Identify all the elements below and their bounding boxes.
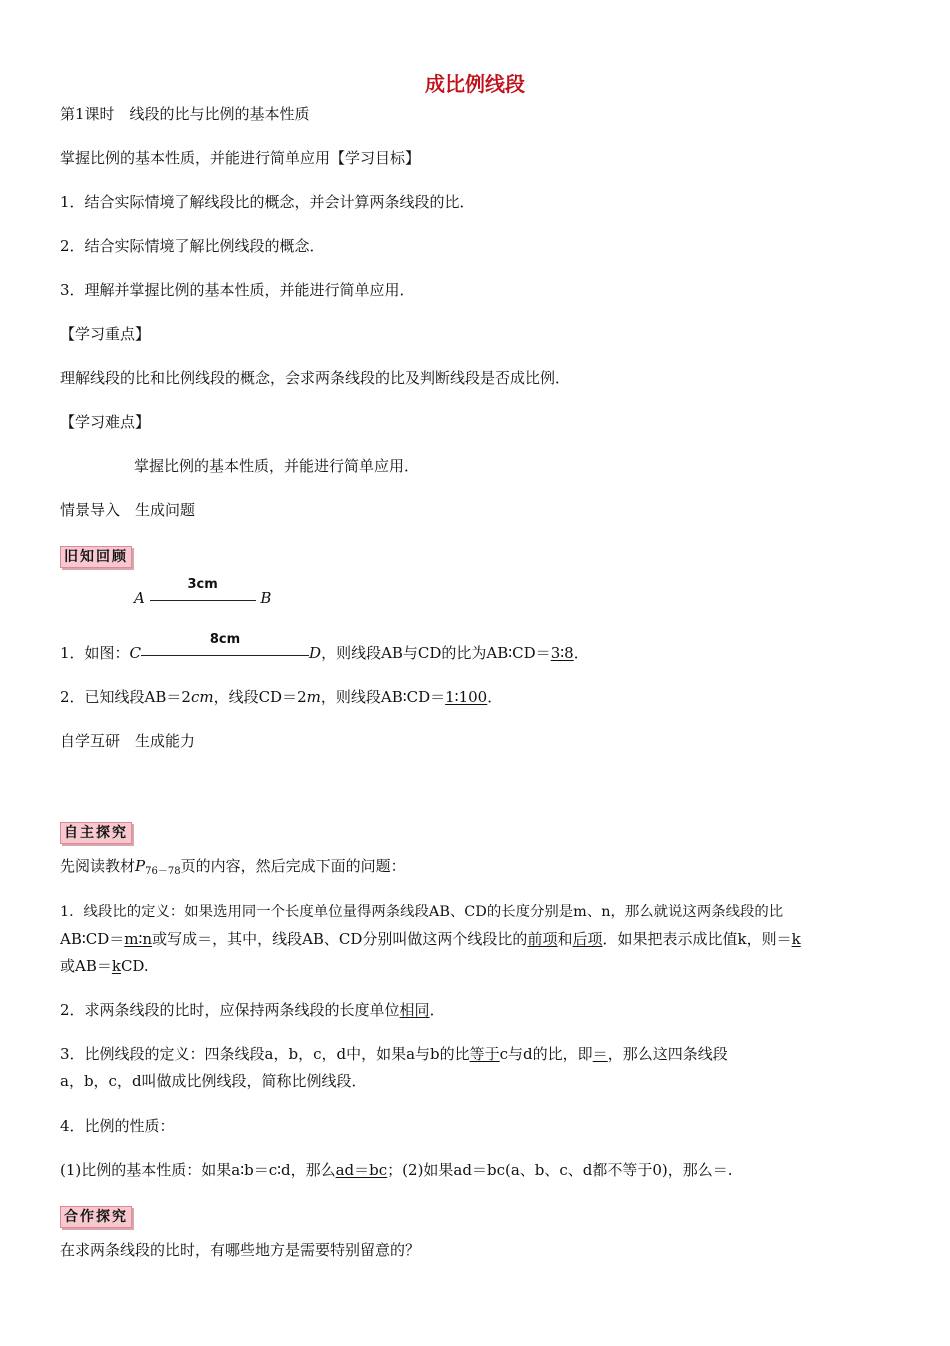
q2-unit-cm: cm	[190, 688, 214, 706]
cooperation-badge: 合作探究	[60, 1206, 132, 1228]
item4-text-b: ；(2)如果ad＝bc(a、b、c、d都不等于0)，那么＝.	[387, 1161, 733, 1179]
segment-ab	[150, 577, 256, 609]
q2-part-c: ，则线段AB∶CD＝	[320, 688, 446, 706]
segment-ab-figure	[134, 577, 272, 609]
key-heading: 【学习重点】	[60, 325, 151, 343]
item2-end: ．	[429, 1001, 445, 1019]
segment-cd-line	[141, 655, 309, 656]
cooperation-question: 在求两条线段的比时，有哪些地方是需要特别留意的？	[60, 1241, 421, 1259]
goal-summary: 掌握比例的基本性质，并能进行简单应用	[60, 149, 331, 167]
item1-line3	[60, 956, 149, 976]
q2-part-a: 2．已知线段AB＝2	[60, 688, 191, 706]
q2-unit-m: m	[306, 688, 321, 706]
item1-text-d: ．如果把表示成比值k，则＝	[602, 930, 792, 948]
item4-heading: 4．比例的性质：	[60, 1117, 175, 1135]
item4-text-a: (1)比例的基本性质：如果a∶b＝c∶d，那么	[60, 1161, 336, 1179]
segment-ab-label: 3cm	[187, 577, 218, 592]
item3-line2: a，b，c，d叫做成比例线段，简称比例线段．	[60, 1072, 367, 1090]
item1-answer-consequent: 后项	[572, 930, 603, 948]
reading-instruction	[60, 856, 406, 882]
item1-text-e: 或AB＝	[60, 957, 112, 975]
item1-text-c: 和	[557, 930, 573, 948]
segment-ab-line	[150, 600, 256, 601]
read-suffix: 页的内容，然后完成下面的问题：	[180, 857, 406, 875]
difficulty-heading: 【学习难点】	[60, 413, 151, 431]
item1-answer-antecedent: 前项	[527, 930, 558, 948]
segment-cd	[141, 632, 309, 664]
item3-answer-equal: 等于	[469, 1045, 500, 1063]
item3-text-a: 3．比例线段的定义：四条线段a，b，c，d中，如果a与b的比	[60, 1045, 470, 1063]
item1-answer-k: k	[791, 930, 801, 948]
segment-ab-left: A	[134, 589, 145, 607]
item4-answer: ad＝bc	[335, 1161, 388, 1179]
item3-line1	[60, 1044, 728, 1064]
section-heading-study: 自学互研 生成能力	[60, 732, 196, 750]
segment-cd-right: D	[309, 644, 322, 662]
section-heading-intro: 情景导入 生成问题	[60, 501, 196, 519]
q1-end: ．	[573, 644, 589, 662]
segment-ab-right: B	[260, 589, 272, 607]
item1-answer-ratio: m∶n	[124, 930, 153, 948]
item2	[60, 1000, 445, 1020]
item1-text-b: 或写成＝，其中，线段AB、CD分别叫做这两个线段比的	[152, 930, 528, 948]
review-question-1	[60, 632, 589, 664]
item2-answer: 相同	[399, 1001, 430, 1019]
review-question-2	[60, 687, 502, 707]
item1-text-f: CD.	[120, 957, 149, 975]
item3-text-c: ，那么这四条线段	[607, 1045, 728, 1063]
page-title: 成比例线段	[425, 72, 525, 96]
goal-item-1: 1．结合实际情境了解线段比的概念，并会计算两条线段的比．	[60, 193, 475, 211]
goal-line	[60, 148, 420, 168]
goal-item-3: 3．理解并掌握比例的基本性质，并能进行简单应用．	[60, 281, 415, 299]
q1-answer: 3∶8	[550, 644, 574, 662]
review-badge: 旧知回顾	[60, 546, 132, 568]
item2-text: 2．求两条线段的比时，应保持两条线段的长度单位	[60, 1001, 400, 1019]
item1-line2	[60, 929, 801, 949]
difficulty-text: 掌握比例的基本性质，并能进行简单应用．	[134, 457, 420, 475]
goal-tag: 【学习目标】	[330, 149, 421, 167]
q1-text: ，则线段AB与CD的比为AB∶CD＝	[321, 644, 551, 662]
item1-answer-k2: k	[111, 957, 121, 975]
lesson-heading: 第1课时 线段的比与比例的基本性质	[60, 105, 310, 123]
segment-cd-left: C	[129, 644, 142, 662]
q2-part-b: ，线段CD＝2	[213, 688, 307, 706]
item4-properties	[60, 1160, 733, 1180]
item1-line1: 1．线段比的定义：如果选用同一个长度单位量得两条线段AB、CD的长度分别是m、n，那么就说这两条线段的比	[60, 904, 784, 920]
item3-text-b: c与d的比，即	[499, 1045, 593, 1063]
goal-item-2: 2．结合实际情境了解比例线段的概念．	[60, 237, 325, 255]
q2-answer: 1∶100	[445, 688, 488, 706]
read-page-symbol: P	[135, 857, 146, 875]
self-study-badge: 自主探究	[60, 822, 132, 844]
q1-prefix: 1．如图：	[60, 644, 130, 662]
segment-cd-label: 8cm	[209, 632, 241, 647]
key-text: 理解线段的比和比例线段的概念，会求两条线段的比及判断线段是否成比例．	[60, 369, 571, 387]
q2-end: ．	[487, 688, 503, 706]
read-prefix: 先阅读教材	[60, 857, 136, 875]
item1-text-a: AB∶CD＝	[60, 930, 125, 948]
item3-answer-formula: ＝	[592, 1045, 608, 1063]
read-page-range: 76－78	[145, 866, 181, 877]
